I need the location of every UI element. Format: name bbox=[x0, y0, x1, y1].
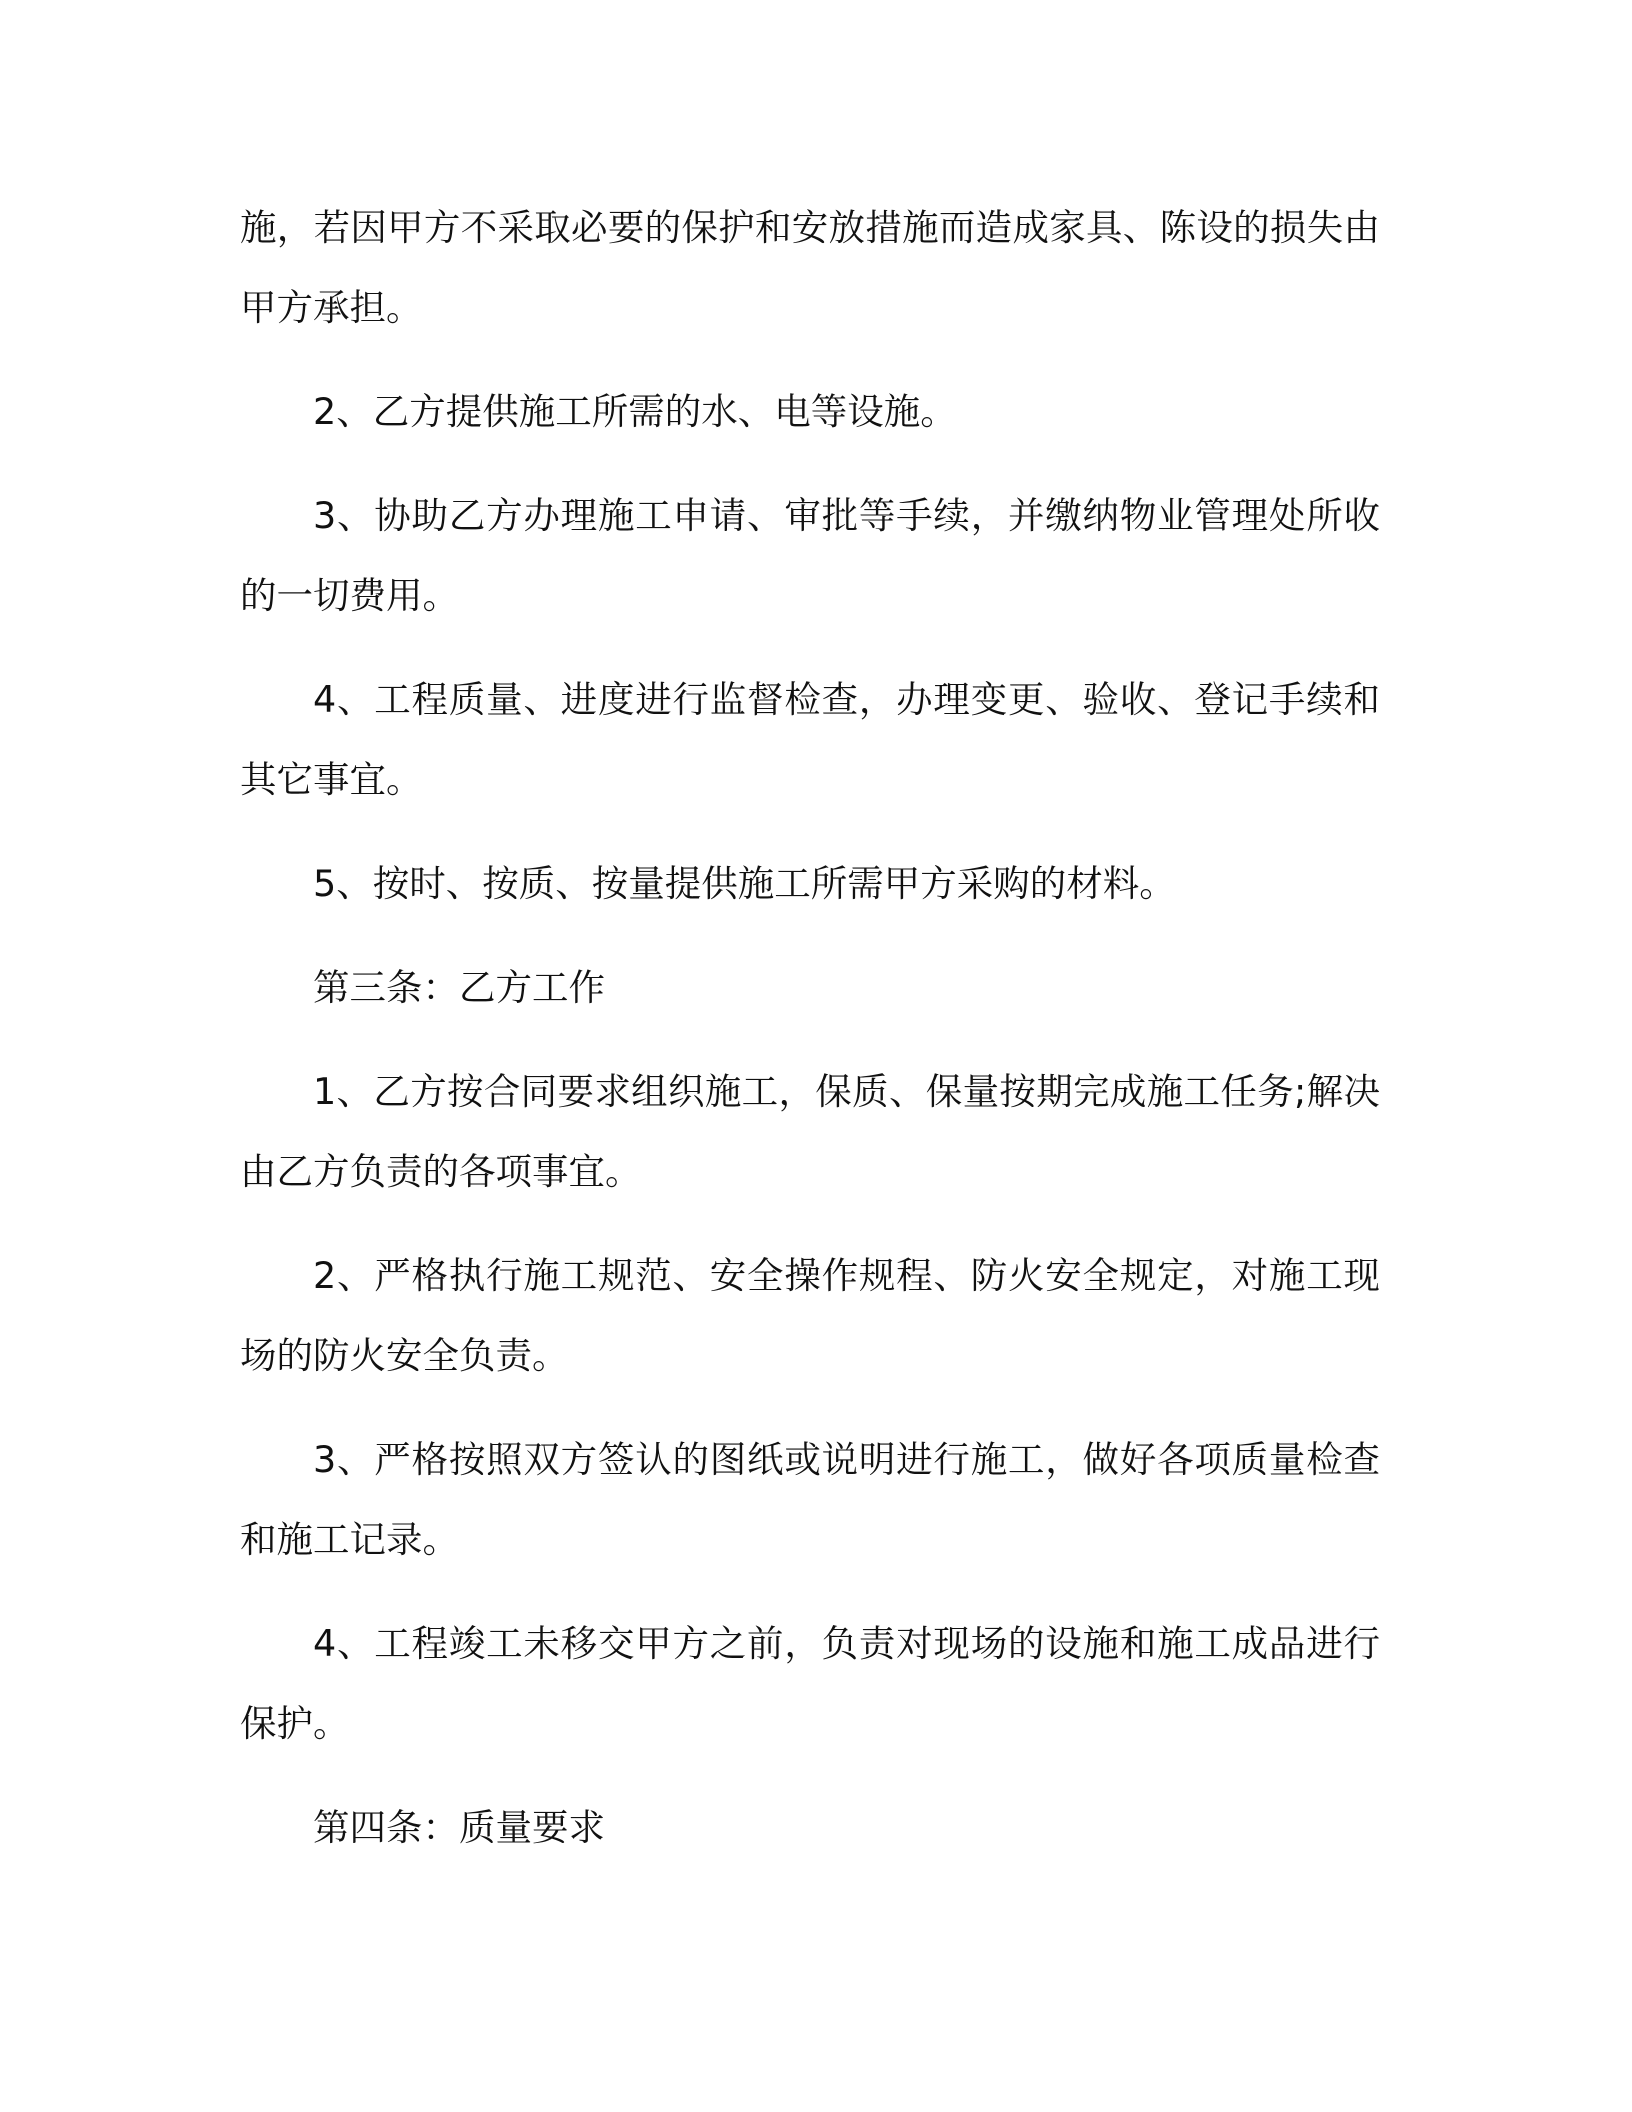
paragraph-item-4: 4、工程质量、进度进行监督检查，办理变更、验收、登记手续和其它事宜。 bbox=[240, 678, 1380, 801]
paragraph-party-b-item-3: 3、严格按照双方签认的图纸或说明进行施工，做好各项质量检查和施工记录。 bbox=[240, 1438, 1380, 1561]
paragraph-party-b-item-1: 1、乙方按合同要求组织施工，保质、保量按期完成施工任务;解决由乙方负责的各项事宜。 bbox=[240, 1070, 1380, 1193]
paragraph-party-b-item-4: 4、工程竣工未移交甲方之前，负责对现场的设施和施工成品进行保护。 bbox=[240, 1622, 1380, 1745]
document-body bbox=[240, 188, 1380, 1892]
paragraph-item-2: 2、乙方提供施工所需的水、电等设施。 bbox=[313, 390, 957, 433]
paragraph-continuation: 施，若因甲方不采取必要的保护和安放措施而造成家具、陈设的损失由甲方承担。 bbox=[240, 206, 1380, 329]
section-heading-article-4: 第四条：质量要求 bbox=[313, 1806, 605, 1849]
paragraph-party-b-item-2: 2、严格执行施工规范、安全操作规程、防火安全规定，对施工现场的防火安全负责。 bbox=[240, 1254, 1380, 1377]
paragraph-item-3: 3、协助乙方办理施工申请、审批等手续，并缴纳物业管理处所收的一切费用。 bbox=[240, 494, 1380, 617]
section-heading-article-3: 第三条：乙方工作 bbox=[313, 966, 605, 1009]
paragraph-item-5: 5、按时、按质、按量提供施工所需甲方采购的材料。 bbox=[313, 862, 1176, 905]
